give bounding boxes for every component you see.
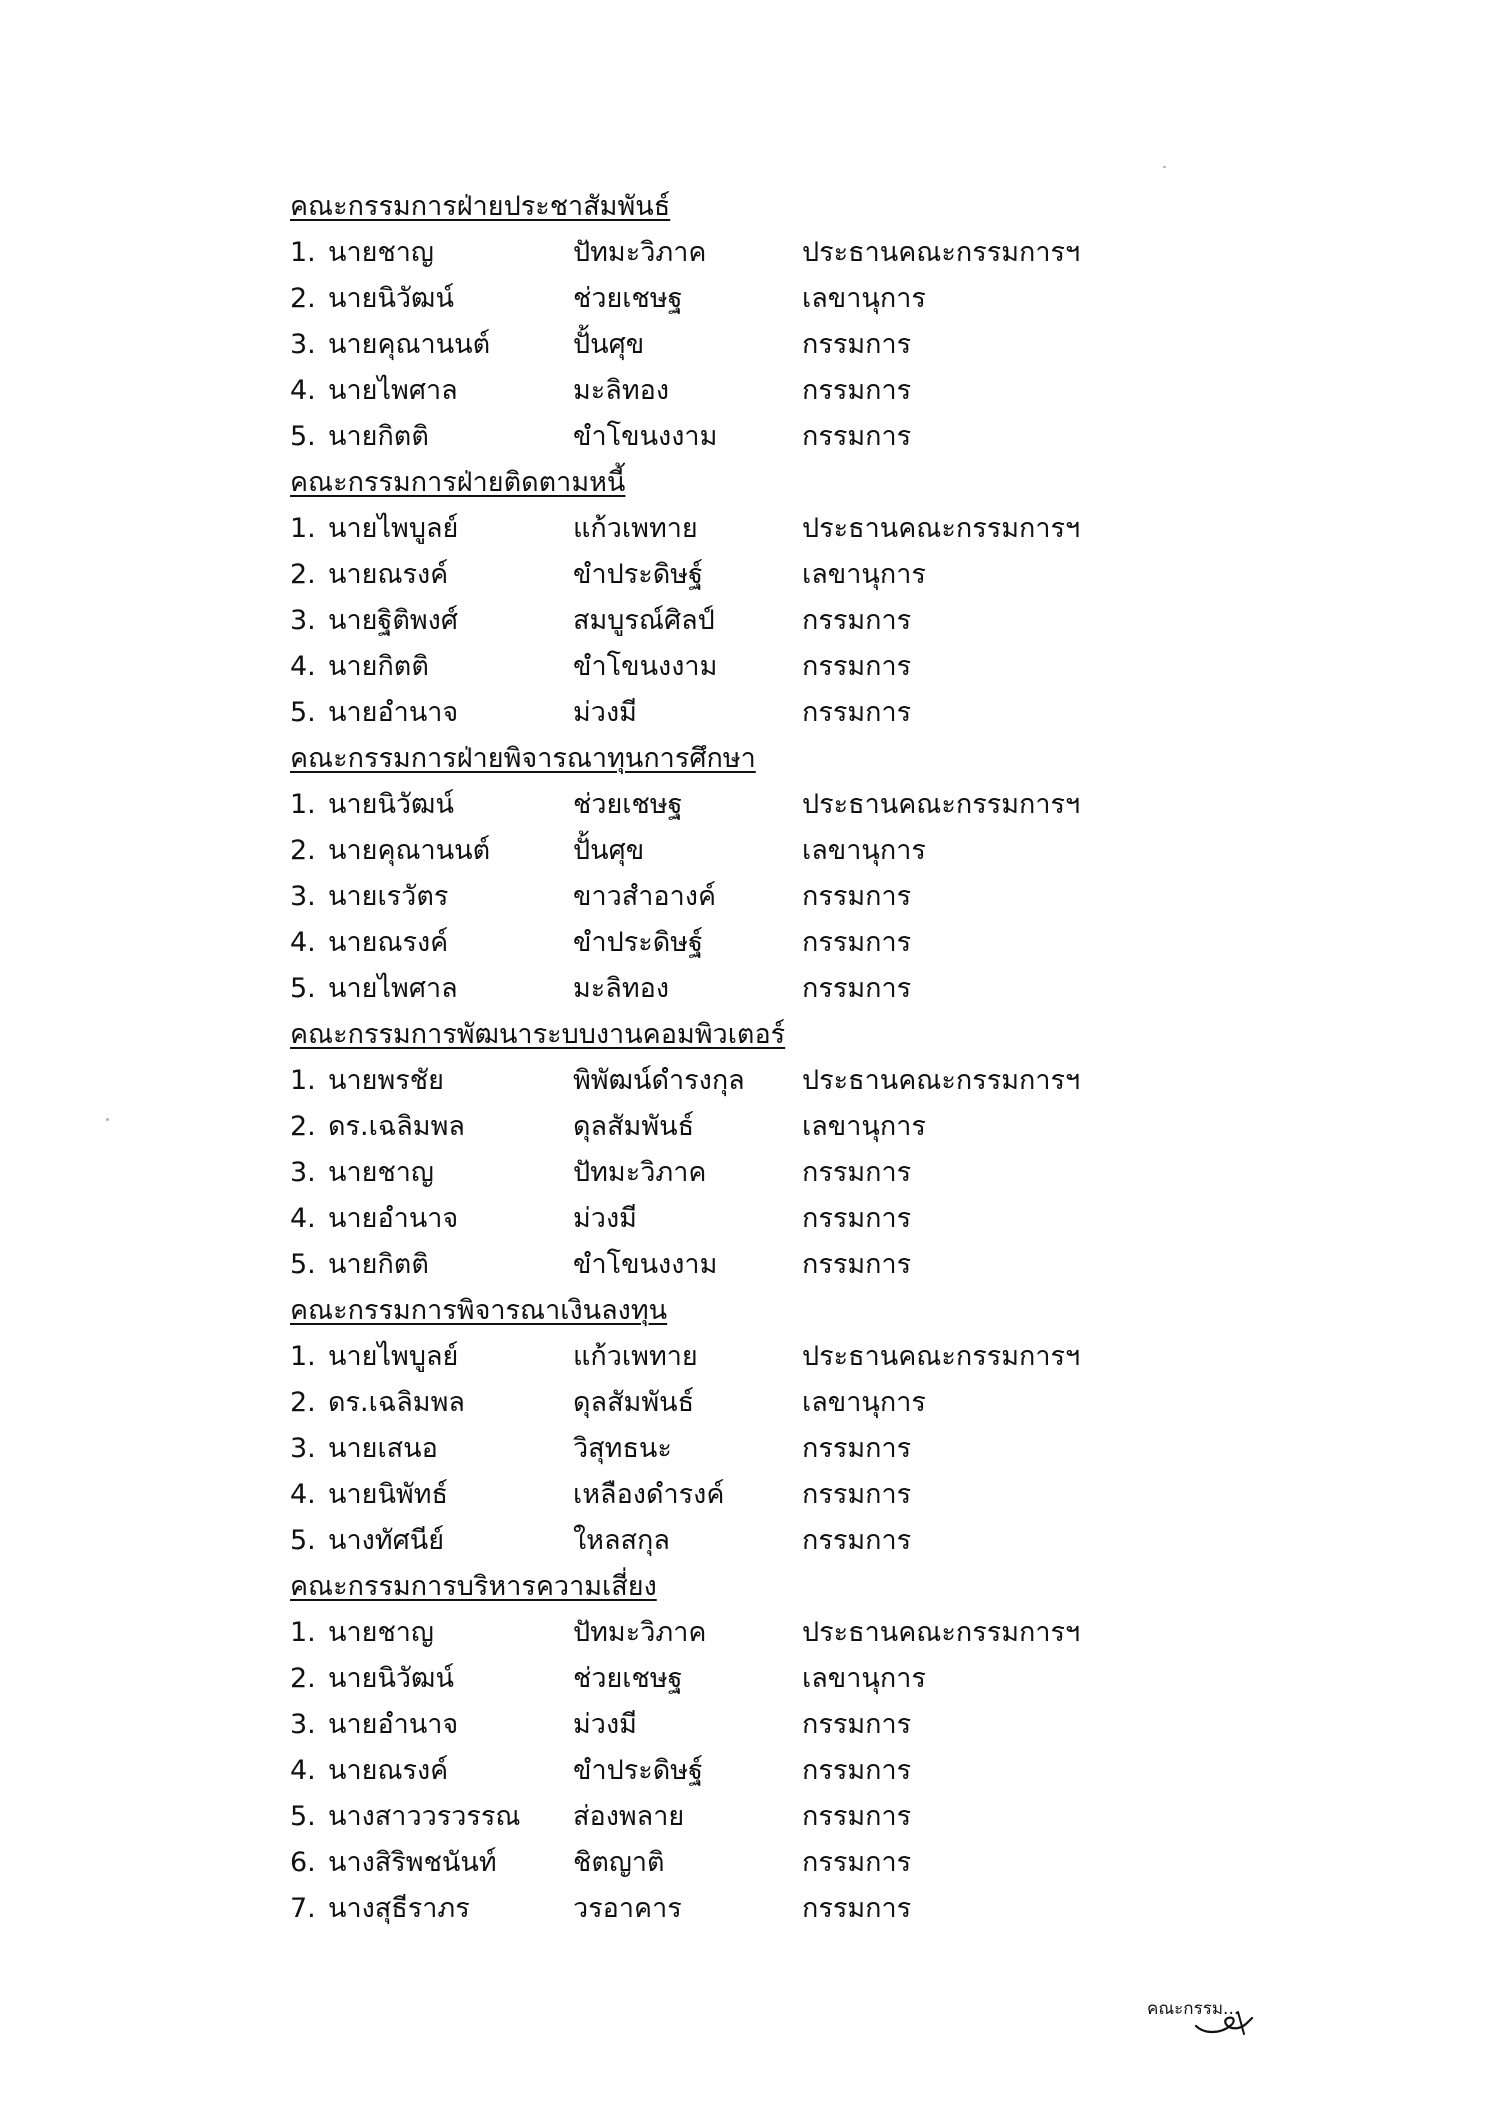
member-first-name: นายไพศาล <box>328 375 458 406</box>
member-row <box>290 644 1190 690</box>
member-role: กรรมการ <box>802 1847 912 1878</box>
member-number: 3. <box>290 1433 316 1464</box>
member-role: กรรมการ <box>802 1709 912 1740</box>
member-row <box>290 1702 1190 1748</box>
member-row <box>290 322 1190 368</box>
member-row <box>290 1610 1190 1656</box>
member-last-name: ขำโขนงงาม <box>573 421 718 452</box>
member-last-name: แก้วเพทาย <box>573 1341 698 1372</box>
member-first-name: นายอำนาจ <box>328 1203 459 1234</box>
member-last-name: สมบูรณ์ศิลป์ <box>573 605 715 636</box>
member-last-name: ปั้นศุข <box>573 329 645 360</box>
committee-title: คณะกรรมการฝ่ายพิจารณาทุนการศึกษา <box>290 743 756 774</box>
committee-section <box>290 1288 1190 1564</box>
member-row <box>290 368 1190 414</box>
member-number: 5. <box>290 697 316 728</box>
committee-title: คณะกรรมการฝ่ายติดตามหนี้ <box>290 467 626 498</box>
member-row <box>290 1518 1190 1564</box>
member-first-name: ดร.เฉลิมพล <box>328 1111 465 1142</box>
member-first-name: นางสิริพชนันท์ <box>328 1847 497 1878</box>
member-last-name: ช่วยเชษฐ <box>573 789 683 820</box>
continuation-note: คณะกรรม... <box>1147 1999 1240 2019</box>
member-first-name: นายชาญ <box>328 1617 434 1648</box>
member-role: กรรมการ <box>802 881 912 912</box>
member-last-name: ส่องพลาย <box>573 1801 685 1832</box>
member-number: 1. <box>290 1341 316 1372</box>
member-row <box>290 1150 1190 1196</box>
member-row <box>290 552 1190 598</box>
member-last-name: ช่วยเชษฐ <box>573 283 683 314</box>
member-row <box>290 1196 1190 1242</box>
member-number: 3. <box>290 1709 316 1740</box>
member-last-name: มะลิทอง <box>573 375 670 406</box>
member-row <box>290 1748 1190 1794</box>
member-last-name: ม่วงมี <box>573 697 637 728</box>
member-last-name: ขำประดิษฐ์ <box>573 559 703 590</box>
member-last-name: ปัทมะวิภาค <box>573 1157 707 1188</box>
member-row <box>290 1886 1190 1932</box>
member-number: 1. <box>290 1617 316 1648</box>
member-row <box>290 920 1190 966</box>
member-role: เลขานุการ <box>802 1111 926 1142</box>
signature-icon <box>1190 2004 1258 2038</box>
member-row <box>290 1656 1190 1702</box>
member-last-name: ปัทมะวิภาค <box>573 1617 707 1648</box>
member-number: 2. <box>290 1111 316 1142</box>
committee-section <box>290 184 1190 460</box>
committee-title: คณะกรรมการพิจารณาเงินลงทุน <box>290 1295 668 1326</box>
member-role: เลขานุการ <box>802 835 926 866</box>
member-number: 4. <box>290 1203 316 1234</box>
member-last-name: เหลืองดำรงค์ <box>573 1479 725 1510</box>
member-last-name: แก้วเพทาย <box>573 513 698 544</box>
member-role: กรรมการ <box>802 1801 912 1832</box>
member-first-name: นางสาววรวรรณ <box>328 1801 521 1832</box>
member-first-name: นายกิตติ <box>328 651 429 682</box>
member-first-name: นายพรชัย <box>328 1065 444 1096</box>
member-row <box>290 1380 1190 1426</box>
member-role: กรรมการ <box>802 1755 912 1786</box>
member-last-name: ดุลสัมพันธ์ <box>573 1111 695 1142</box>
member-last-name: ขำโขนงงาม <box>573 1249 718 1280</box>
member-role: กรรมการ <box>802 1157 912 1188</box>
member-role: กรรมการ <box>802 1249 912 1280</box>
member-role: ประธานคณะกรรมการฯ <box>802 1617 1081 1648</box>
member-number: 3. <box>290 329 316 360</box>
member-number: 5. <box>290 1801 316 1832</box>
member-first-name: นางสุธีราภร <box>328 1893 470 1924</box>
member-row <box>290 966 1190 1012</box>
member-row <box>290 1794 1190 1840</box>
committee-title: คณะกรรมการฝ่ายประชาสัมพันธ์ <box>290 191 671 222</box>
member-number: 5. <box>290 1525 316 1556</box>
member-number: 2. <box>290 1387 316 1418</box>
member-number: 4. <box>290 375 316 406</box>
member-number: 1. <box>290 513 316 544</box>
committee-section <box>290 460 1190 736</box>
member-first-name: นายนิพัทธ์ <box>328 1479 448 1510</box>
member-last-name: วรอาคาร <box>573 1893 682 1924</box>
member-last-name: ขำประดิษฐ์ <box>573 927 703 958</box>
committee-section <box>290 1564 1190 1932</box>
member-first-name: นายไพบูลย์ <box>328 1341 459 1372</box>
member-role: กรรมการ <box>802 697 912 728</box>
member-number: 2. <box>290 1663 316 1694</box>
scan-speck <box>1163 166 1166 168</box>
member-role: กรรมการ <box>802 927 912 958</box>
member-last-name: ช่วยเชษฐ <box>573 1663 683 1694</box>
member-first-name: นายนิวัฒน์ <box>328 283 454 314</box>
committee-list <box>290 184 1190 1932</box>
member-first-name: ดร.เฉลิมพล <box>328 1387 465 1418</box>
member-last-name: ขำประดิษฐ์ <box>573 1755 703 1786</box>
member-role: กรรมการ <box>802 1525 912 1556</box>
member-first-name: นายเสนอ <box>328 1433 438 1464</box>
member-number: 2. <box>290 283 316 314</box>
member-first-name: นายนิวัฒน์ <box>328 1663 454 1694</box>
member-number: 7. <box>290 1893 316 1924</box>
member-number: 4. <box>290 651 316 682</box>
member-last-name: ดุลสัมพันธ์ <box>573 1387 695 1418</box>
member-row <box>290 598 1190 644</box>
member-first-name: นายอำนาจ <box>328 1709 459 1740</box>
member-row <box>290 276 1190 322</box>
member-role: กรรมการ <box>802 421 912 452</box>
member-role: เลขานุการ <box>802 1387 926 1418</box>
member-last-name: ม่วงมี <box>573 1203 637 1234</box>
committee-section <box>290 736 1190 1012</box>
member-last-name: มะลิทอง <box>573 973 670 1004</box>
committee-title: คณะกรรมการบริหารความเสี่ยง <box>290 1571 657 1602</box>
member-first-name: นายชาญ <box>328 237 434 268</box>
committee-title: คณะกรรมการพัฒนาระบบงานคอมพิวเตอร์ <box>290 1019 786 1050</box>
scan-speck <box>106 1118 109 1121</box>
member-row <box>290 1840 1190 1886</box>
member-number: 1. <box>290 1065 316 1096</box>
member-role: เลขานุการ <box>802 559 926 590</box>
member-role: ประธานคณะกรรมการฯ <box>802 237 1081 268</box>
member-role: กรรมการ <box>802 329 912 360</box>
member-row <box>290 690 1190 736</box>
member-number: 3. <box>290 881 316 912</box>
member-number: 5. <box>290 1249 316 1280</box>
member-first-name: นายฐิติพงศ์ <box>328 605 458 636</box>
member-first-name: นางทัศนีย์ <box>328 1525 445 1556</box>
member-number: 5. <box>290 421 316 452</box>
member-last-name: ชิตญาติ <box>573 1847 665 1878</box>
member-number: 5. <box>290 973 316 1004</box>
member-first-name: นายกิตติ <box>328 1249 429 1280</box>
member-row <box>290 1472 1190 1518</box>
member-first-name: นายนิวัฒน์ <box>328 789 454 820</box>
member-number: 4. <box>290 1479 316 1510</box>
member-first-name: นายกิตติ <box>328 421 429 452</box>
member-first-name: นายไพศาล <box>328 973 458 1004</box>
member-role: กรรมการ <box>802 1203 912 1234</box>
member-number: 4. <box>290 1755 316 1786</box>
member-role: กรรมการ <box>802 973 912 1004</box>
member-row <box>290 782 1190 828</box>
member-last-name: พิพัฒน์ดำรงกุล <box>573 1065 745 1096</box>
member-number: 1. <box>290 237 316 268</box>
member-first-name: นายชาญ <box>328 1157 434 1188</box>
member-number: 3. <box>290 605 316 636</box>
member-number: 2. <box>290 835 316 866</box>
member-number: 3. <box>290 1157 316 1188</box>
committee-section <box>290 1012 1190 1288</box>
member-row <box>290 828 1190 874</box>
member-last-name: ปัทมะวิภาค <box>573 237 707 268</box>
member-row <box>290 1242 1190 1288</box>
member-role: ประธานคณะกรรมการฯ <box>802 789 1081 820</box>
member-first-name: นายคุณานนต์ <box>328 835 491 866</box>
member-last-name: ใหลสกุล <box>573 1525 670 1556</box>
member-row <box>290 1426 1190 1472</box>
member-number: 1. <box>290 789 316 820</box>
member-row <box>290 1334 1190 1380</box>
member-role: กรรมการ <box>802 651 912 682</box>
member-first-name: นายเรวัตร <box>328 881 449 912</box>
member-number: 4. <box>290 927 316 958</box>
member-number: 2. <box>290 559 316 590</box>
member-row <box>290 230 1190 276</box>
member-first-name: นายไพบูลย์ <box>328 513 459 544</box>
member-role: กรรมการ <box>802 1893 912 1924</box>
member-role: ประธานคณะกรรมการฯ <box>802 1341 1081 1372</box>
member-last-name: วิสุทธนะ <box>573 1433 672 1464</box>
member-last-name: ขาวสำอางค์ <box>573 881 717 912</box>
member-row <box>290 1104 1190 1150</box>
member-last-name: ปั้นศุข <box>573 835 645 866</box>
member-role: กรรมการ <box>802 1479 912 1510</box>
member-role: กรรมการ <box>802 375 912 406</box>
member-first-name: นายณรงค์ <box>328 927 449 958</box>
member-row <box>290 506 1190 552</box>
member-role: กรรมการ <box>802 1433 912 1464</box>
member-role: ประธานคณะกรรมการฯ <box>802 513 1081 544</box>
member-number: 6. <box>290 1847 316 1878</box>
member-role: เลขานุการ <box>802 283 926 314</box>
member-first-name: นายณรงค์ <box>328 559 449 590</box>
member-role: ประธานคณะกรรมการฯ <box>802 1065 1081 1096</box>
member-row <box>290 1058 1190 1104</box>
member-first-name: นายณรงค์ <box>328 1755 449 1786</box>
member-last-name: ม่วงมี <box>573 1709 637 1740</box>
member-row <box>290 414 1190 460</box>
member-first-name: นายคุณานนต์ <box>328 329 491 360</box>
member-role: เลขานุการ <box>802 1663 926 1694</box>
member-row <box>290 874 1190 920</box>
member-role: กรรมการ <box>802 605 912 636</box>
member-last-name: ขำโขนงงาม <box>573 651 718 682</box>
member-first-name: นายอำนาจ <box>328 697 459 728</box>
